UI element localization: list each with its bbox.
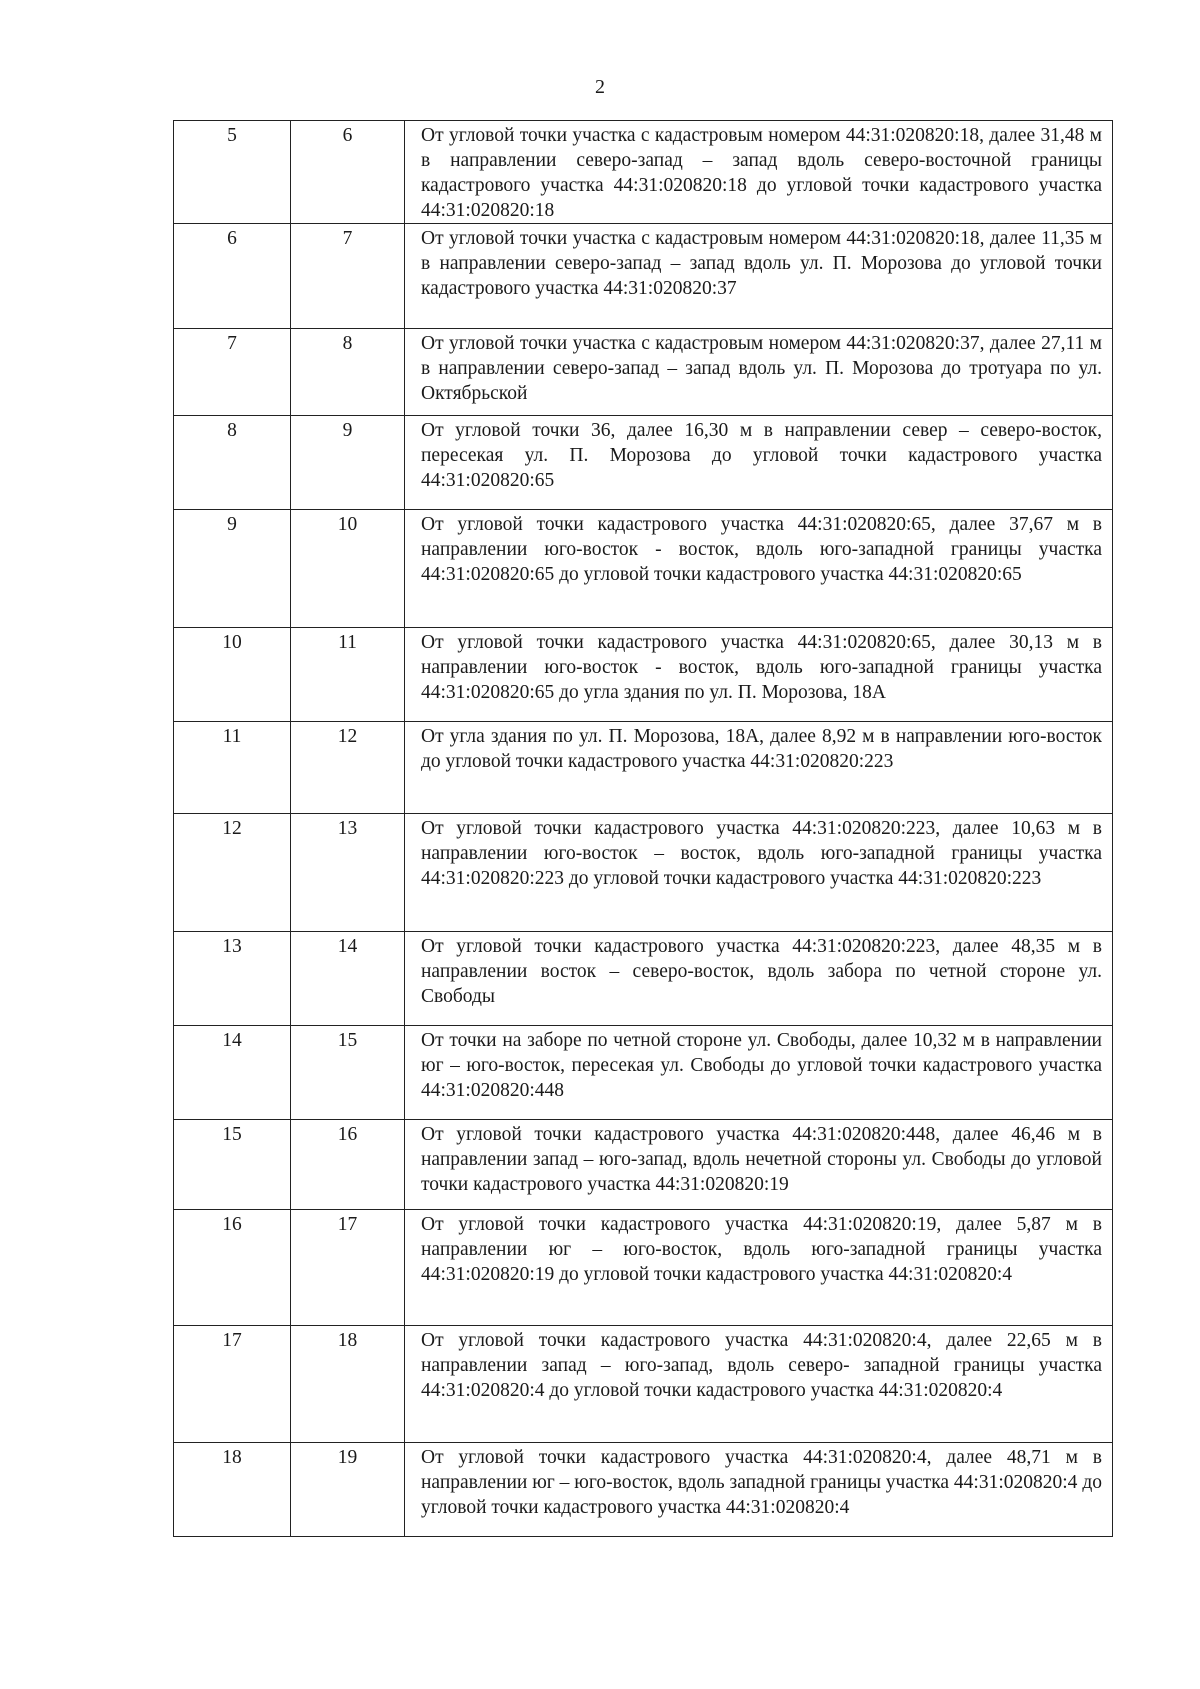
- end-point-cell: 13: [291, 814, 405, 932]
- table-row: [174, 722, 1113, 814]
- segment-description-cell: [405, 1326, 1113, 1443]
- start-point-cell: 15: [174, 1120, 291, 1210]
- end-point-cell: 12: [291, 722, 405, 814]
- segment-description: От угловой точки участка с кадастровым номером 44:31:020820:37, далее 27,11 м в направлении северо-запад – запад вдоль ул. П. Морозова до тротуара по ул. Октябрьской: [421, 333, 1102, 404]
- segment-description-cell: [405, 121, 1113, 224]
- start-point-cell: 5: [174, 121, 291, 224]
- segment-description: От угловой точки кадастрового участка 44:31:020820:65, далее 37,67 м в направлении юго-восток - восток, вдоль юго-западной границы участка 44:31:020820:65 до угловой точки кадастрового участка 44:31:020820:65: [421, 514, 1102, 585]
- segment-description: От угловой точки кадастрового участка 44:31:020820:4, далее 48,71 м в направлении юг – юго-восток, вдоль западной границы участка 44:31:020820:4 до угловой точки кадастрового участка 44:31:020820:4: [421, 1447, 1102, 1518]
- segment-description: От угловой точки участка с кадастровым номером 44:31:020820:18, далее 31,48 м в направлении северо-запад – запад вдоль северо-восточной границы кадастрового участка 44:31:020820:18 до угловой точки кадастрового участка 44:31:020820:18: [421, 125, 1102, 221]
- table-row: [174, 329, 1113, 416]
- table-row: [174, 814, 1113, 932]
- start-point-cell: 13: [174, 932, 291, 1026]
- end-point-cell: 7: [291, 224, 405, 329]
- end-point-cell: 19: [291, 1443, 405, 1537]
- table-row: [174, 628, 1113, 722]
- start-point-cell: 16: [174, 1210, 291, 1326]
- end-point-cell: 14: [291, 932, 405, 1026]
- table-row: [174, 510, 1113, 628]
- segment-description: От угловой точки участка с кадастровым номером 44:31:020820:18, далее 11,35 м в направлении северо-запад – запад вдоль ул. П. Морозова до угловой точки кадастрового участка 44:31:020820:37: [421, 228, 1102, 299]
- table-row: [174, 932, 1113, 1026]
- end-point-cell: 15: [291, 1026, 405, 1120]
- segment-description-cell: [405, 722, 1113, 814]
- start-point-cell: 18: [174, 1443, 291, 1537]
- start-point-cell: 12: [174, 814, 291, 932]
- start-point-cell: 8: [174, 416, 291, 510]
- table-row: [174, 1210, 1113, 1326]
- segment-description-cell: [405, 1210, 1113, 1326]
- start-point-cell: 17: [174, 1326, 291, 1443]
- segment-description-cell: [405, 1443, 1113, 1537]
- segment-description: От угловой точки 36, далее 16,30 м в направлении север – северо-восток, пересекая ул. П. Морозова до угловой точки кадастрового участка 44:31:020820:65: [421, 420, 1102, 491]
- segment-description-cell: [405, 224, 1113, 329]
- start-point-cell: 6: [174, 224, 291, 329]
- segment-description-cell: [405, 416, 1113, 510]
- end-point-cell: 6: [291, 121, 405, 224]
- end-point-cell: 9: [291, 416, 405, 510]
- boundary-description-table: [173, 120, 1113, 1537]
- end-point-cell: 10: [291, 510, 405, 628]
- segment-description-cell: [405, 510, 1113, 628]
- segment-description-cell: [405, 1026, 1113, 1120]
- segment-description: От угловой точки кадастрового участка 44:31:020820:19, далее 5,87 м в направлении юг – юго-восток, вдоль юго-западной границы участка 44:31:020820:19 до угловой точки кадастрового участка 44:31:020820:4: [421, 1214, 1102, 1285]
- end-point-cell: 18: [291, 1326, 405, 1443]
- end-point-cell: 8: [291, 329, 405, 416]
- segment-description-cell: [405, 628, 1113, 722]
- segment-description: От угла здания по ул. П. Морозова, 18А, далее 8,92 м в направлении юго-восток до угловой точки кадастрового участка 44:31:020820:223: [421, 726, 1102, 772]
- table-row: [174, 1443, 1113, 1537]
- segment-description: От точки на заборе по четной стороне ул. Свободы, далее 10,32 м в направлении юг – юго-восток, пересекая ул. Свободы до угловой точки кадастрового участка 44:31:020820:448: [421, 1030, 1102, 1101]
- table-row: [174, 121, 1113, 224]
- segment-description-cell: [405, 1120, 1113, 1210]
- end-point-cell: 17: [291, 1210, 405, 1326]
- table-row: [174, 416, 1113, 510]
- segment-description: От угловой точки кадастрового участка 44:31:020820:223, далее 10,63 м в направлении юго-восток – восток, вдоль юго-западной границы участка 44:31:020820:223 до угловой точки кадастрового участка 44:31:020820:223: [421, 818, 1102, 889]
- segment-description: От угловой точки кадастрового участка 44:31:020820:4, далее 22,65 м в направлении запад – юго-запад, вдоль северо- западной границы участка 44:31:020820:4 до угловой точки кадастрового участка 44:31:020820:4: [421, 1330, 1102, 1401]
- segment-description-cell: [405, 932, 1113, 1026]
- table-row: [174, 1326, 1113, 1443]
- start-point-cell: 7: [174, 329, 291, 416]
- start-point-cell: 10: [174, 628, 291, 722]
- table-row: [174, 1120, 1113, 1210]
- segment-description: От угловой точки кадастрового участка 44:31:020820:65, далее 30,13 м в направлении юго-восток - восток, вдоль юго-западной границы участка 44:31:020820:65 до угла здания по ул. П. Морозова, 18А: [421, 632, 1102, 703]
- table-row: [174, 1026, 1113, 1120]
- page-number: 2: [595, 76, 605, 98]
- table-row: [174, 224, 1113, 329]
- start-point-cell: 9: [174, 510, 291, 628]
- start-point-cell: 14: [174, 1026, 291, 1120]
- end-point-cell: 11: [291, 628, 405, 722]
- start-point-cell: 11: [174, 722, 291, 814]
- segment-description-cell: [405, 329, 1113, 416]
- end-point-cell: 16: [291, 1120, 405, 1210]
- segment-description: От угловой точки кадастрового участка 44:31:020820:223, далее 48,35 м в направлении восток – северо-восток, вдоль забора по четной стороне ул. Свободы: [421, 936, 1102, 1007]
- segment-description-cell: [405, 814, 1113, 932]
- segment-description: От угловой точки кадастрового участка 44:31:020820:448, далее 46,46 м в направлении запад – юго-запад, вдоль нечетной стороны ул. Свободы до угловой точки кадастрового участка 44:31:020820:19: [421, 1124, 1102, 1195]
